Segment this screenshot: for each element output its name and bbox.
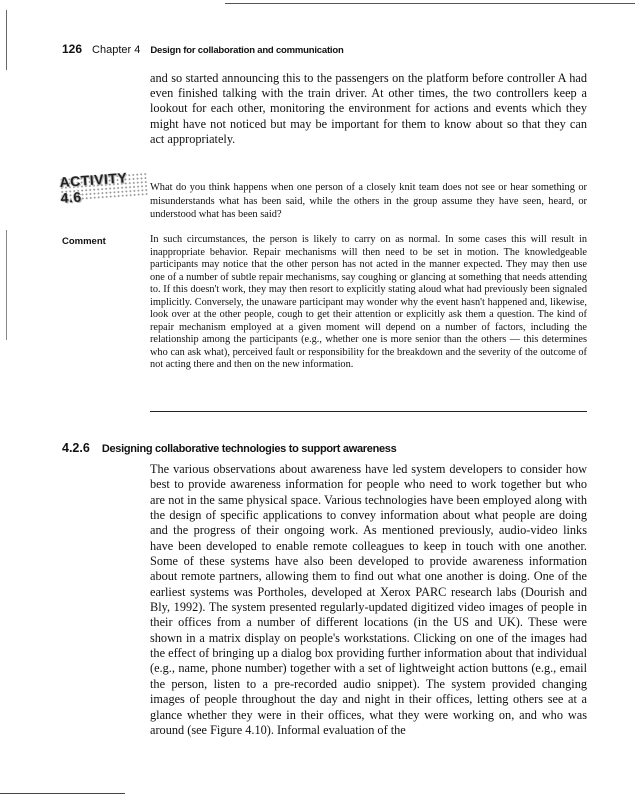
margin-bar — [6, 230, 7, 340]
section-title: Designing collaborative technologies to support awareness — [101, 443, 397, 455]
comment-label: Comment — [62, 236, 106, 247]
comment-divider — [150, 411, 587, 412]
chapter-title: Design for collaboration and communication — [150, 45, 344, 56]
margin-bar — [6, 10, 7, 70]
page-number: 126 — [62, 42, 83, 56]
section-heading — [62, 441, 396, 455]
activity-badge: ACTIVITY 4.6 — [59, 172, 148, 202]
chapter-label: Chapter 4 — [92, 44, 141, 56]
top-rule — [225, 3, 635, 4]
section-number: 4.2.6 — [62, 441, 90, 455]
footer-rule — [0, 793, 125, 794]
running-header — [62, 42, 344, 56]
comment-text: In such circumstances, the person is likely to carry on as normal. In some cases this will result in inappropriate behavior. Repair mechanisms will then need to be set in motion. The knowledgeable participants may notice that the other person has not acted in the manner expected. They may then use one of a number of subtle repair mechanisms, say coughing or glancing at something that needs attending to. If this doesn't work, they may then resort to explicitly stating aloud what had previously been signaled implicitly. Conversely, the unaware participant may wonder why the event hasn't happened and, likewise, look over at the other people, cough to get their attention or explicitly ask them a question. The kind of repair mechanism employed at a given moment will depend on a number of factors, including the relationship among the participants (e.g., whether one is more senior than the others — this determines who can ask what), perceived fault or responsibility for the breakdown and the severity of the outcome of not acting there and then on the new information. — [150, 234, 587, 371]
activity-question: What do you think happens when one person of a closely knit team does not see or hear something or misunderstands what has been said, while the others in the group assume they have seen, heard, or understood what has been said? — [150, 182, 587, 221]
intro-paragraph: and so started announcing this to the passengers on the platform before controller A had even finished talking with the train driver. At other times, the two controllers keep a lookout for each other, monitoring the environment for actions and events which they might have not noticed but may be important for them to know about so that they can act appropriately. — [150, 71, 587, 146]
section-body: The various observations about awareness have led system developers to consider how best to provide awareness information for people who need to work together but who are not in the same physical space. Various technologies have been employed along with the design of specific applications to convey information about what people are doing and the progress of their ongoing work. As mentioned previously, audio-video links have been developed to enable remote colleagues to keep in touch with one another. Some of these systems have also been developed to provide awareness information about remote partners, allowing them to find out what one another is doing. One of the earliest systems was Portholes, developed at Xerox PARC research labs (Dourish and Bly, 1992). The system presented regularly-updated digitized video images of people in their offices from a number of different locations (in the US and UK). These were shown in a matrix display on people's workstations. Clicking on one of the images had the effect of bringing up a dialog box providing further information about that individual (e.g., name, phone number) together with a set of lightweight action buttons (e.g., email the person, listen to a pre-recorded audio snippet). The system provided changing images of people throughout the day and night in their offices, letting others see at a glance whether they were in their offices, what they were working on, and who was around (see Figure 4.10). Informal evaluation of the — [150, 462, 587, 737]
